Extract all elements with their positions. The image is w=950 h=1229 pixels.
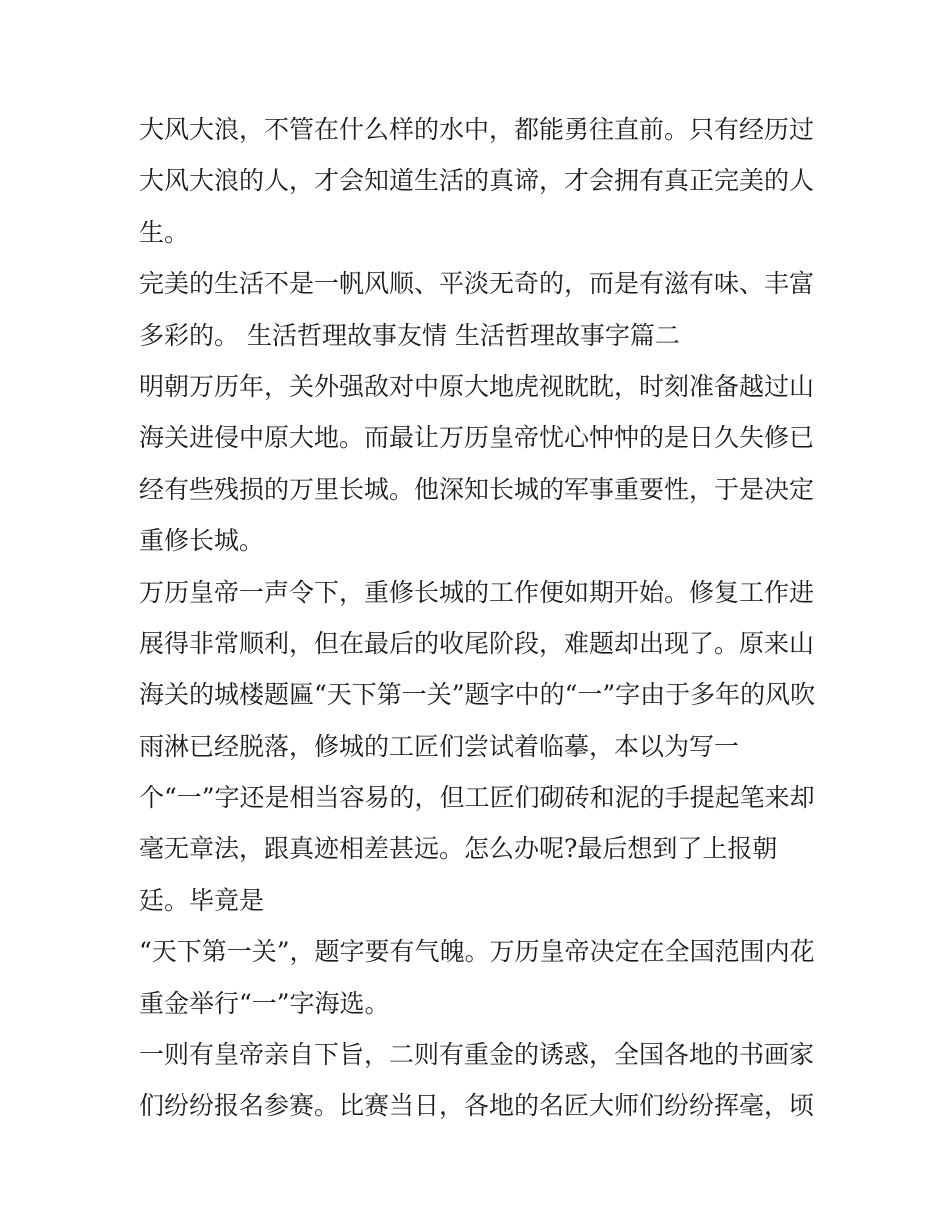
text-line: 重金举行“一”字海选。 <box>139 988 390 1018</box>
text-line: 们纷纷报名参赛。比赛当日，各地的名匠大师们纷纷挥毫，顷 <box>139 1091 815 1121</box>
text-line: 多彩的。 生活哲理故事友情 生活哲理故事字篇二 <box>139 320 680 350</box>
text-line: “天下第一关”，题字要有气魄。万历皇帝决定在全国范围内花 <box>139 937 815 967</box>
text-line: 廷。毕竟是 <box>139 885 265 915</box>
text-line: 大风大浪，不管在什么样的水中，都能勇往直前。只有经历过 <box>139 115 815 144</box>
text-line: 明朝万历年，关外强敌对中原大地虎视眈眈，时刻准备越过山 <box>139 371 815 401</box>
text-line: 展得非常顺利，但在最后的收尾阶段，难题却出现了。原来山 <box>139 628 815 658</box>
document-body <box>139 104 819 1132</box>
text-line: 一则有皇帝亲自下旨，二则有重金的诱惑，全国各地的书画家 <box>139 1040 815 1070</box>
text-line: 完美的生活不是一帆风顺、平淡无奇的，而是有滋有味、丰富 <box>139 269 815 299</box>
text-line: 重修长城。 <box>139 526 265 556</box>
text-line: 生。 <box>139 217 190 247</box>
text-line: 毫无章法，跟真迹相差甚远。怎么办呢?最后想到了上报朝 <box>139 834 778 864</box>
text-line: 经有些残损的万里长城。他深知长城的军事重要性，于是决定 <box>139 474 815 504</box>
text-line: 大风大浪的人，才会知道生活的真谛，才会拥有真正完美的人 <box>139 166 815 196</box>
text-line: 雨淋已经脱落，修城的工匠们尝试着临摹，本以为写一 <box>139 731 740 761</box>
text-line: 个“一”字还是相当容易的，但工匠们砌砖和泥的手提起笔来却 <box>139 783 815 813</box>
text-line: 万历皇帝一声令下，重修长城的工作便如期开始。修复工作进 <box>139 577 815 607</box>
text-line: 海关的城楼题匾“天下第一关”题字中的“一”字由于多年的风吹 <box>139 680 816 710</box>
text-line: 海关进侵中原大地。而最让万历皇帝忧心忡忡的是日久失修已 <box>139 423 815 453</box>
